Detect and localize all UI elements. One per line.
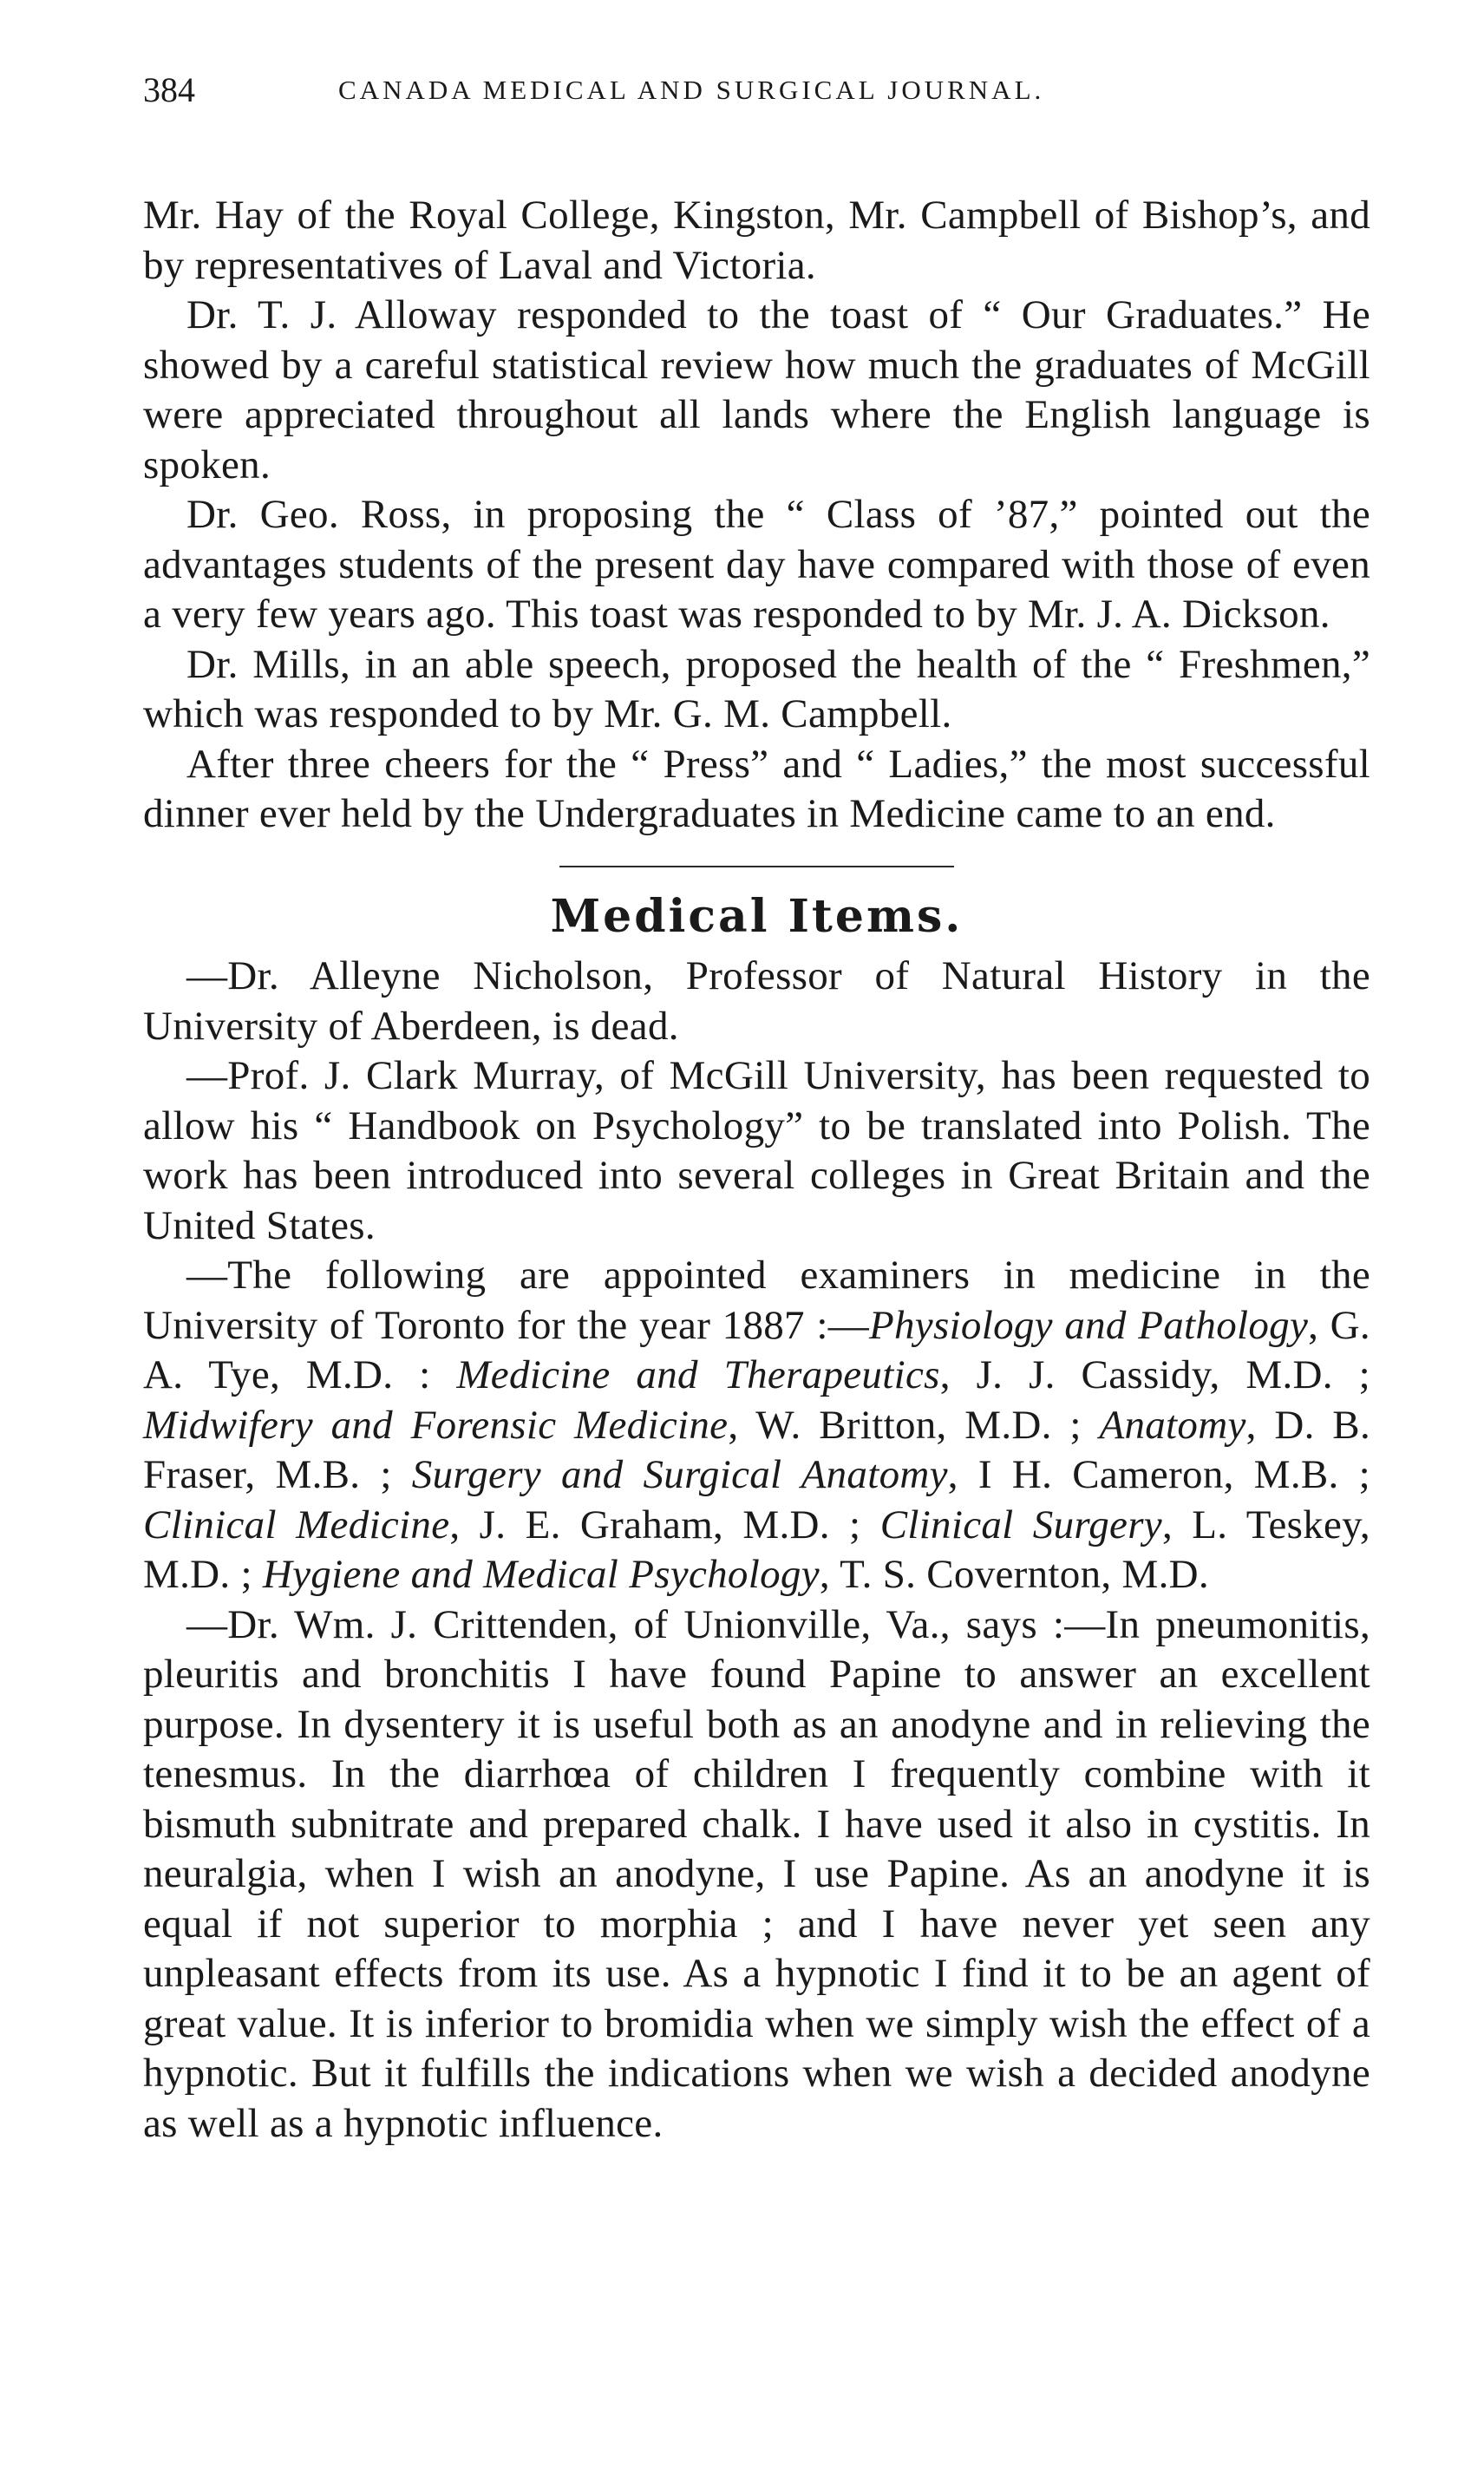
examiner-cassidy: , J. J. Cassidy, M.D. ;	[939, 1352, 1370, 1397]
section-divider	[559, 866, 954, 867]
journal-page	[143, 69, 1370, 2149]
running-head	[143, 69, 1370, 121]
examiner-cameron: , I H. Cameron, M.B. ;	[947, 1452, 1370, 1497]
subject-medicine: Medicine and Therapeutics	[456, 1352, 940, 1397]
subject-physiology: Physiology and Pathology	[869, 1302, 1309, 1348]
item-nicholson: —Dr. Alleyne Nicholson, Professor of Natural History in the University of Aberdeen, is dead.	[143, 953, 1370, 1049]
item-crittenden: —Dr. Wm. J. Crittenden, of Unionville, Va., says :—In pneumonitis, pleuritis and bronchitis I have found Papine to answer an excellent purpose. In dysentery it is useful both as an anodyne and in relieving the tenesmus. In the diarrhœa of children I frequently combine with it bismuth subnitrate and prepared chalk. I have used it also in cystitis. In neuralgia, when I wish an anodyne, I use Papine. As an anodyne it is equal if not superior to morphia ; and I have never yet seen any unpleasant effects from its use. As a hypnotic I find it to be an agent of great value. It is inferior to bromidia when we simply wish the effect of a hypnotic. But it fulfills the indications when we wish a decided anodyne as well as a hypnotic influence.	[143, 1601, 1370, 2146]
paragraph-ross: Dr. Geo. Ross, in proposing the “ Class of ’87,” pointed out the advantages students of the present day have compared with those of even a very few years ago. This toast was responded to by Mr. J. A. Dickson.	[143, 492, 1370, 637]
paragraph-alloway: Dr. T. J. Alloway responded to the toast of “ Our Graduates.” He showed by a careful statistical review how much the graduates of McGill were appreciated throughout all lands where the English language is spoken.	[143, 292, 1370, 487]
subject-anatomy: Anatomy	[1099, 1402, 1246, 1448]
journal-title: CANADA MEDICAL AND SURGICAL JOURNAL.	[338, 75, 1045, 105]
section-heading: Medical Items.	[550, 889, 964, 943]
examiner-covernton: , T. S. Covernton, M.D.	[819, 1552, 1209, 1597]
paragraph-representatives: Mr. Hay of the Royal College, Kingston, Mr. Campbell of Bishop’s, and by representatives of Laval and Victoria.	[143, 193, 1370, 288]
examiner-britton: , W. Britton, M.D. ;	[728, 1402, 1100, 1448]
subject-clinical-surgery: Clinical Surgery	[879, 1502, 1162, 1548]
examiners-intro: —The following are appointed examiners in medicine in the University of Toronto for the year 1887 :—	[143, 1253, 1370, 1348]
paragraph-mills: Dr. Mills, in an able speech, proposed the health of the “ Freshmen,” which was responded to by Mr. G. M. Campbell.	[143, 641, 1370, 736]
page-number: 384	[143, 70, 195, 109]
examiner-tye: , G. A. Tye, M.D. :	[143, 1302, 1370, 1397]
subject-clinical-medicine: Clinical Medicine	[143, 1502, 450, 1548]
subject-midwifery: Midwifery and Forensic Medicine	[143, 1402, 729, 1448]
examiner-graham: , J. E. Graham, M.D. ;	[449, 1502, 880, 1548]
article-body	[143, 191, 1370, 2149]
examiner-teskey: , L. Teskey, M.D. ;	[143, 1502, 1370, 1597]
subject-surgery: Surgery and Surgical Anatomy	[411, 1452, 948, 1497]
paragraph-closing: After three cheers for the “ Press” and “ Ladies,” the most successful dinner ever held by the Undergraduates in Medicine came to an end.	[143, 741, 1370, 836]
subject-hygiene: Hygiene and Medical Psychology	[262, 1552, 820, 1597]
item-examiners	[143, 1251, 1370, 1600]
item-murray: —Prof. J. Clark Murray, of McGill University, has been requested to allow his “ Handbook on Psychology” to be translated into Polish. The work has been introduced into several colleges in Great Britain and the United States.	[143, 1053, 1370, 1248]
examiner-fraser: , D. B. Fraser, M.B. ;	[143, 1402, 1371, 1497]
